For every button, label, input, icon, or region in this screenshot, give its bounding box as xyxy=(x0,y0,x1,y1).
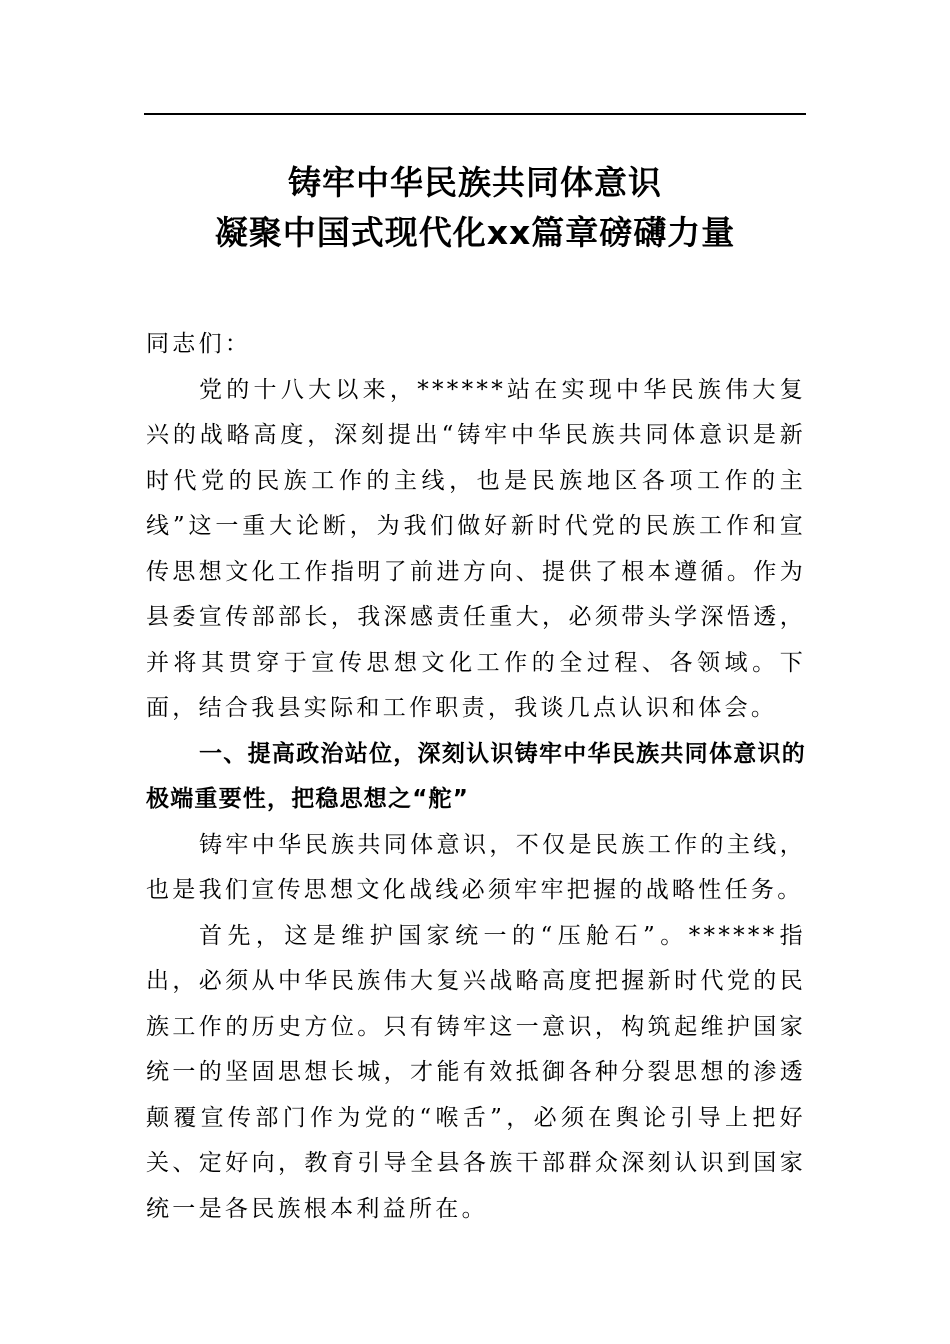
paragraph-intro: 党的十八大以来，******站在实现中华民族伟大复兴的战略高度，深刻提出“铸牢中华民族共同体意识是新时代党的民族工作的主线，也是民族地区各项工作的主线”这一重大论断，为我们做好新时代党的民族工作和宣传思想文化工作指明了前进方向、提供了根本遵循。作为县委宣传部部长，我深感责任重大，必须带头学深悟透，并将其贯穿于宣传思想文化工作的全过程、各领域。下面，结合我县实际和工作职责，我谈几点认识和体会。 xyxy=(146,376,806,721)
header-rule xyxy=(144,113,806,115)
document-body xyxy=(146,322,806,1232)
paragraph-section-1-lead: 铸牢中华民族共同体意识，不仅是民族工作的主线，也是我们宣传思想文化战线必须牢牢把握的战略性任务。 xyxy=(146,831,806,903)
title-line-2: 凝聚中国式现代化xx篇章磅礴力量 xyxy=(214,213,736,252)
salutation: 同志们： xyxy=(146,331,252,357)
section-heading-1: 一、提高政治站位，深刻认识铸牢中华民族共同体意识的极端重要性，把稳思想之“舵” xyxy=(146,740,806,812)
paragraph-section-1-first: 首先，这是维护国家统一的“压舱石”。******指出，必须从中华民族伟大复兴战略高度把握新时代党的民族工作的历史方位。只有铸牢这一意识，构筑起维护国家统一的坚固思想长城，才能有效抵御各种分裂思想的渗透颠覆宣传部门作为党的“喉舌”，必须在舆论引导上把好关、定好向，教育引导全县各族干部群众深刻认识到国家统一是各民族根本利益所在。 xyxy=(146,922,806,1222)
title-line-1: 铸牢中华民族共同体意识 xyxy=(288,163,662,202)
